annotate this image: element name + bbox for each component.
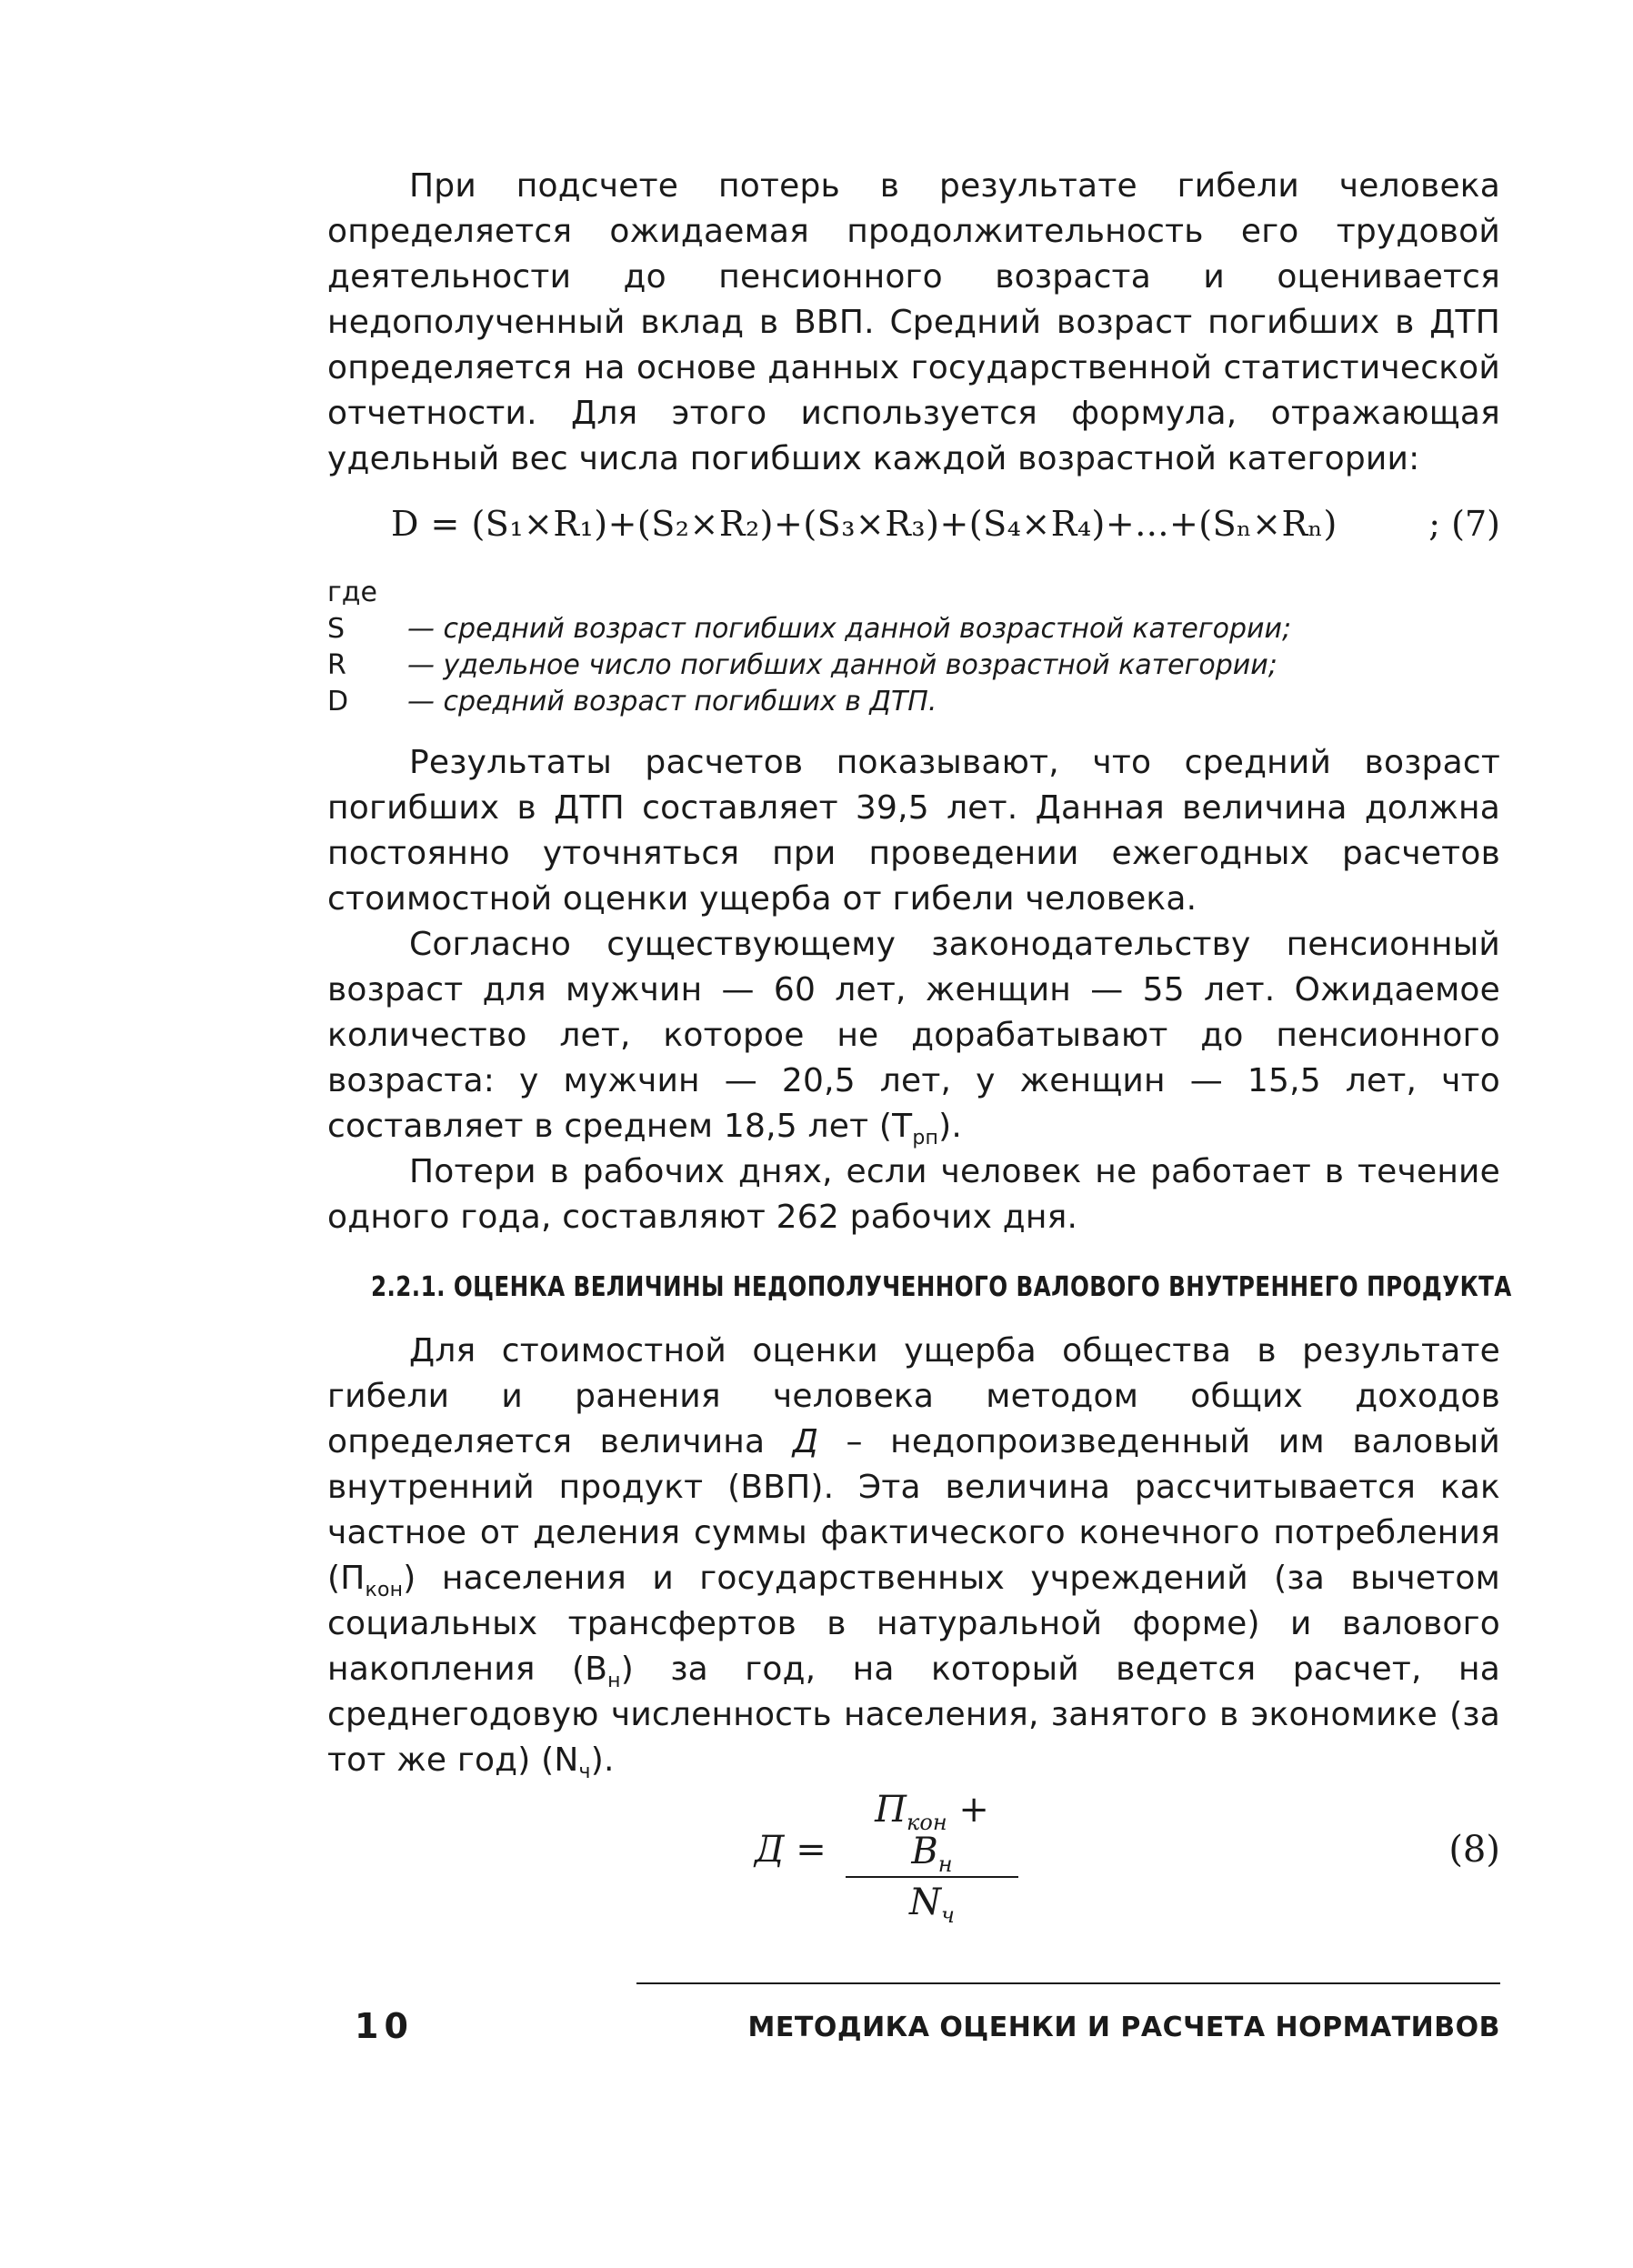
subscript-rp: рп <box>912 1127 939 1150</box>
gdp-text-c: ) населения и государственных учреждений (за вычетом социальных трансфертов в натуральной форме) и валового накопления (В <box>327 1560 1500 1688</box>
numerator-p-subscript: кон <box>907 1810 947 1835</box>
definition-symbol: D <box>327 686 349 718</box>
pension-age-text: Согласно существующему законодательству пенсионный возраст для мужчин — 60 лет, женщин — 55 лет. Ожидаемое количество лет, которое не дорабатывают до пенсионного возраста: у мужчин — 20,5 лет, у женщин — 15,5 лет, что составляет в среднем 18,5 лет (Т <box>327 926 1500 1145</box>
formula-8-number: (8) <box>1448 1829 1500 1871</box>
gdp-text-b: – недопроизведенный им валовый внутренний продукт (ВВП). Эта величина рассчитывается как частное от деления суммы фактического конечного потребления (П <box>327 1423 1500 1597</box>
gdp-text-d: ) за год, на который ведется расчет, на среднегодовую численность населения, занятого в экономике (за тот же год) (N <box>327 1651 1500 1779</box>
denominator-n: N <box>909 1882 942 1923</box>
section-heading: 2.2.1. ОЦЕНКА ВЕЛИЧИНЫ НЕДОПОЛУЧЕННОГО ВАЛОВОГО ВНУТРЕННЕГО ПРОДУКТА <box>371 1271 1512 1303</box>
subscript-n: н <box>607 1670 621 1693</box>
numerator-p: П <box>875 1789 907 1831</box>
subscript-kon: кон <box>365 1579 404 1602</box>
formula-7-expression: D = (S₁×R₁)+(S₂×R₂)+(S₃×R₃)+(S₄×R₄)+...+(Sₙ×Rₙ) <box>391 504 1337 544</box>
pension-age-end: ). <box>938 1108 962 1145</box>
paragraph-working-days: Потери в рабочих днях, если человек не работает в течение одного года, составляют 262 рабочих дня. <box>327 1153 1500 1236</box>
page-number: 10 <box>355 2006 414 2046</box>
formula-8-fraction <box>846 1789 1018 1928</box>
paragraph-losses-intro: При подсчете потерь в результате гибели человека определяется ожидаемая продолжительность его трудовой деятельности до пенсионного возраста и оценивается недополученный вклад в ВВП. Средний возраст погибших в ДТП определяется на основе данных государственной статистической отчетности. Для этого используется формула, отражающая удельный вес числа погибших каждой возрастной категории: <box>327 167 1500 477</box>
page-footer <box>327 1982 1500 2055</box>
formula-8-lhs: Д = <box>755 1829 827 1871</box>
definition-text: — средний возраст погибших данной возрастной категории; <box>407 613 1292 645</box>
subscript-ch: ч <box>578 1761 591 1784</box>
numerator-b-subscript: н <box>937 1852 953 1877</box>
formula-8-denominator <box>846 1878 1018 1928</box>
definition-s <box>327 611 1500 647</box>
definitions-block <box>327 575 1500 720</box>
formula-8-numerator <box>846 1789 1018 1878</box>
page-body <box>327 164 1512 1928</box>
formula-7-number: ; (7) <box>1428 504 1500 544</box>
gdp-text-e: ). <box>590 1741 615 1779</box>
paragraph-pension-age <box>327 922 1500 1149</box>
footer-rule <box>636 1982 1500 1984</box>
definition-r <box>327 647 1500 684</box>
variable-d: Д <box>792 1423 819 1460</box>
definition-symbol: R <box>327 649 346 681</box>
definition-symbol: S <box>327 613 346 645</box>
paragraph-gdp-method <box>327 1329 1500 1783</box>
definition-text: — удельное число погибших данной возрастной категории; <box>407 649 1277 681</box>
gdp-text-a: Для стоимостной оценки ущерба общества в результате гибели и ранения человека методом общих доходов определяется величина <box>327 1332 1500 1460</box>
definition-d <box>327 684 1500 720</box>
numerator-plus-b: + В <box>911 1789 989 1872</box>
where-label: где <box>327 577 377 608</box>
denominator-subscript: ч <box>941 1902 955 1928</box>
running-title: МЕТОДИКА ОЦЕНКИ И РАСЧЕТА НОРМАТИВОВ <box>747 2012 1500 2043</box>
paragraph-results: Результаты расчетов показывают, что средний возраст погибших в ДТП составляет 39,5 лет. Данная величина должна постоянно уточняться при проведении ежегодных расчетов стоимостной оценки ущерба от гибели человека. <box>327 744 1500 918</box>
formula-8 <box>327 1789 1500 1928</box>
formula-7 <box>327 493 1500 562</box>
definition-text: — средний возраст погибших в ДТП. <box>407 686 937 718</box>
